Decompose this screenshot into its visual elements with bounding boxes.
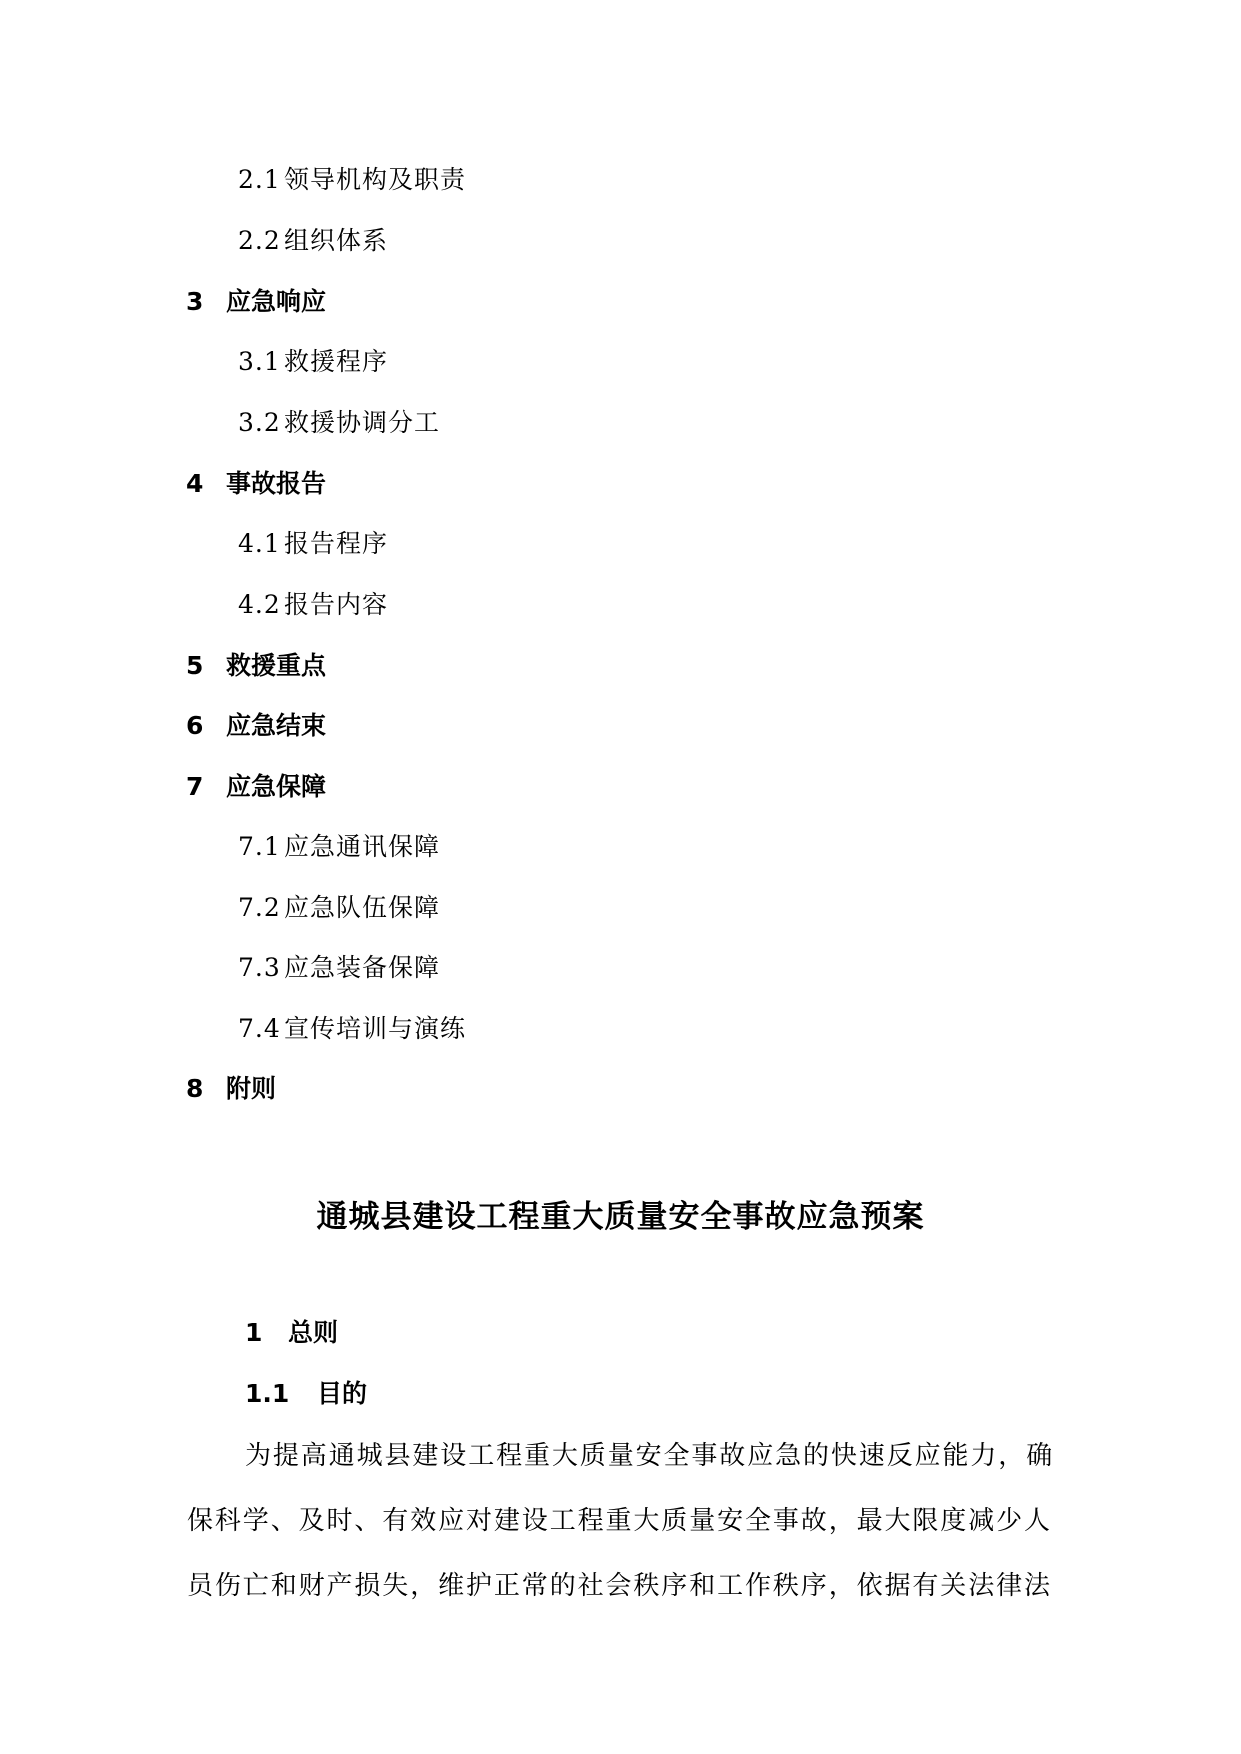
toc-item-number: 2.1: [238, 165, 281, 194]
toc-item-label: 应急通讯保障: [284, 832, 441, 861]
toc-item-number: 4.2: [238, 590, 281, 619]
toc-item-label: 事故报告: [226, 469, 327, 498]
toc-item-label: 应急队伍保障: [284, 893, 441, 922]
toc-item: [186, 772, 326, 802]
toc-item-number: 3: [186, 287, 204, 316]
paragraph-line: 为提高通城县建设工程重大质量安全事故应急的快速反应能力，确: [245, 1441, 1055, 1471]
section-number: 1: [245, 1318, 263, 1347]
toc-item-number: 7: [186, 772, 204, 801]
toc-item: [186, 287, 326, 317]
toc-item: [238, 529, 388, 559]
document-title: 通城县建设工程重大质量安全事故应急预案: [316, 1199, 925, 1235]
paragraph-line: 保科学、及时、有效应对建设工程重大质量安全事故，最大限度减少人: [187, 1506, 1052, 1536]
toc-item-number: 4: [186, 469, 204, 498]
toc-item-number: 3.2: [238, 408, 281, 437]
toc-item-label: 救援协调分工: [284, 408, 441, 437]
toc-item: [238, 408, 440, 438]
toc-item-number: 4.1: [238, 529, 281, 558]
toc-item: [238, 226, 388, 256]
toc-item: [186, 469, 326, 499]
toc-item-label: 宣传培训与演练: [284, 1014, 467, 1043]
subsection-number: 1.1: [245, 1379, 290, 1408]
toc-item: [238, 953, 440, 983]
section-title: 总则: [288, 1318, 339, 1347]
toc-item-number: 5: [186, 651, 204, 680]
toc-item-label: 救援重点: [226, 651, 327, 680]
toc-item-label: 领导机构及职责: [284, 165, 467, 194]
toc-item-label: 应急结束: [226, 711, 327, 740]
toc-item-label: 应急装备保障: [284, 953, 441, 982]
toc-item-number: 8: [186, 1074, 204, 1103]
subsection-heading: [245, 1379, 367, 1409]
toc-item-number: 7.4: [238, 1014, 281, 1043]
toc-item: [238, 893, 440, 923]
toc-item: [186, 651, 326, 681]
toc-item: [238, 832, 440, 862]
toc-item: [238, 347, 388, 377]
toc-item-number: 6: [186, 711, 204, 740]
toc-item: [238, 165, 466, 195]
toc-item-label: 救援程序: [284, 347, 389, 376]
toc-item: [238, 1014, 466, 1044]
section-heading: [245, 1318, 338, 1348]
toc-item-label: 应急响应: [226, 287, 327, 316]
toc-item-number: 2.2: [238, 226, 281, 255]
toc-item-number: 7.1: [238, 832, 281, 861]
toc-item-number: 7.2: [238, 893, 281, 922]
subsection-title: 目的: [317, 1379, 368, 1408]
paragraph-line: 员伤亡和财产损失，维护正常的社会秩序和工作秩序，依据有关法律法: [187, 1571, 1052, 1601]
toc-item: [238, 590, 388, 620]
toc-item-number: 7.3: [238, 953, 281, 982]
toc-item-label: 组织体系: [284, 226, 389, 255]
toc-item: [186, 711, 326, 741]
toc-item: [186, 1074, 276, 1104]
toc-item-label: 附则: [226, 1074, 277, 1103]
toc-item-label: 报告程序: [284, 529, 389, 558]
toc-item-number: 3.1: [238, 347, 281, 376]
toc-item-label: 报告内容: [284, 590, 389, 619]
toc-item-label: 应急保障: [226, 772, 327, 801]
